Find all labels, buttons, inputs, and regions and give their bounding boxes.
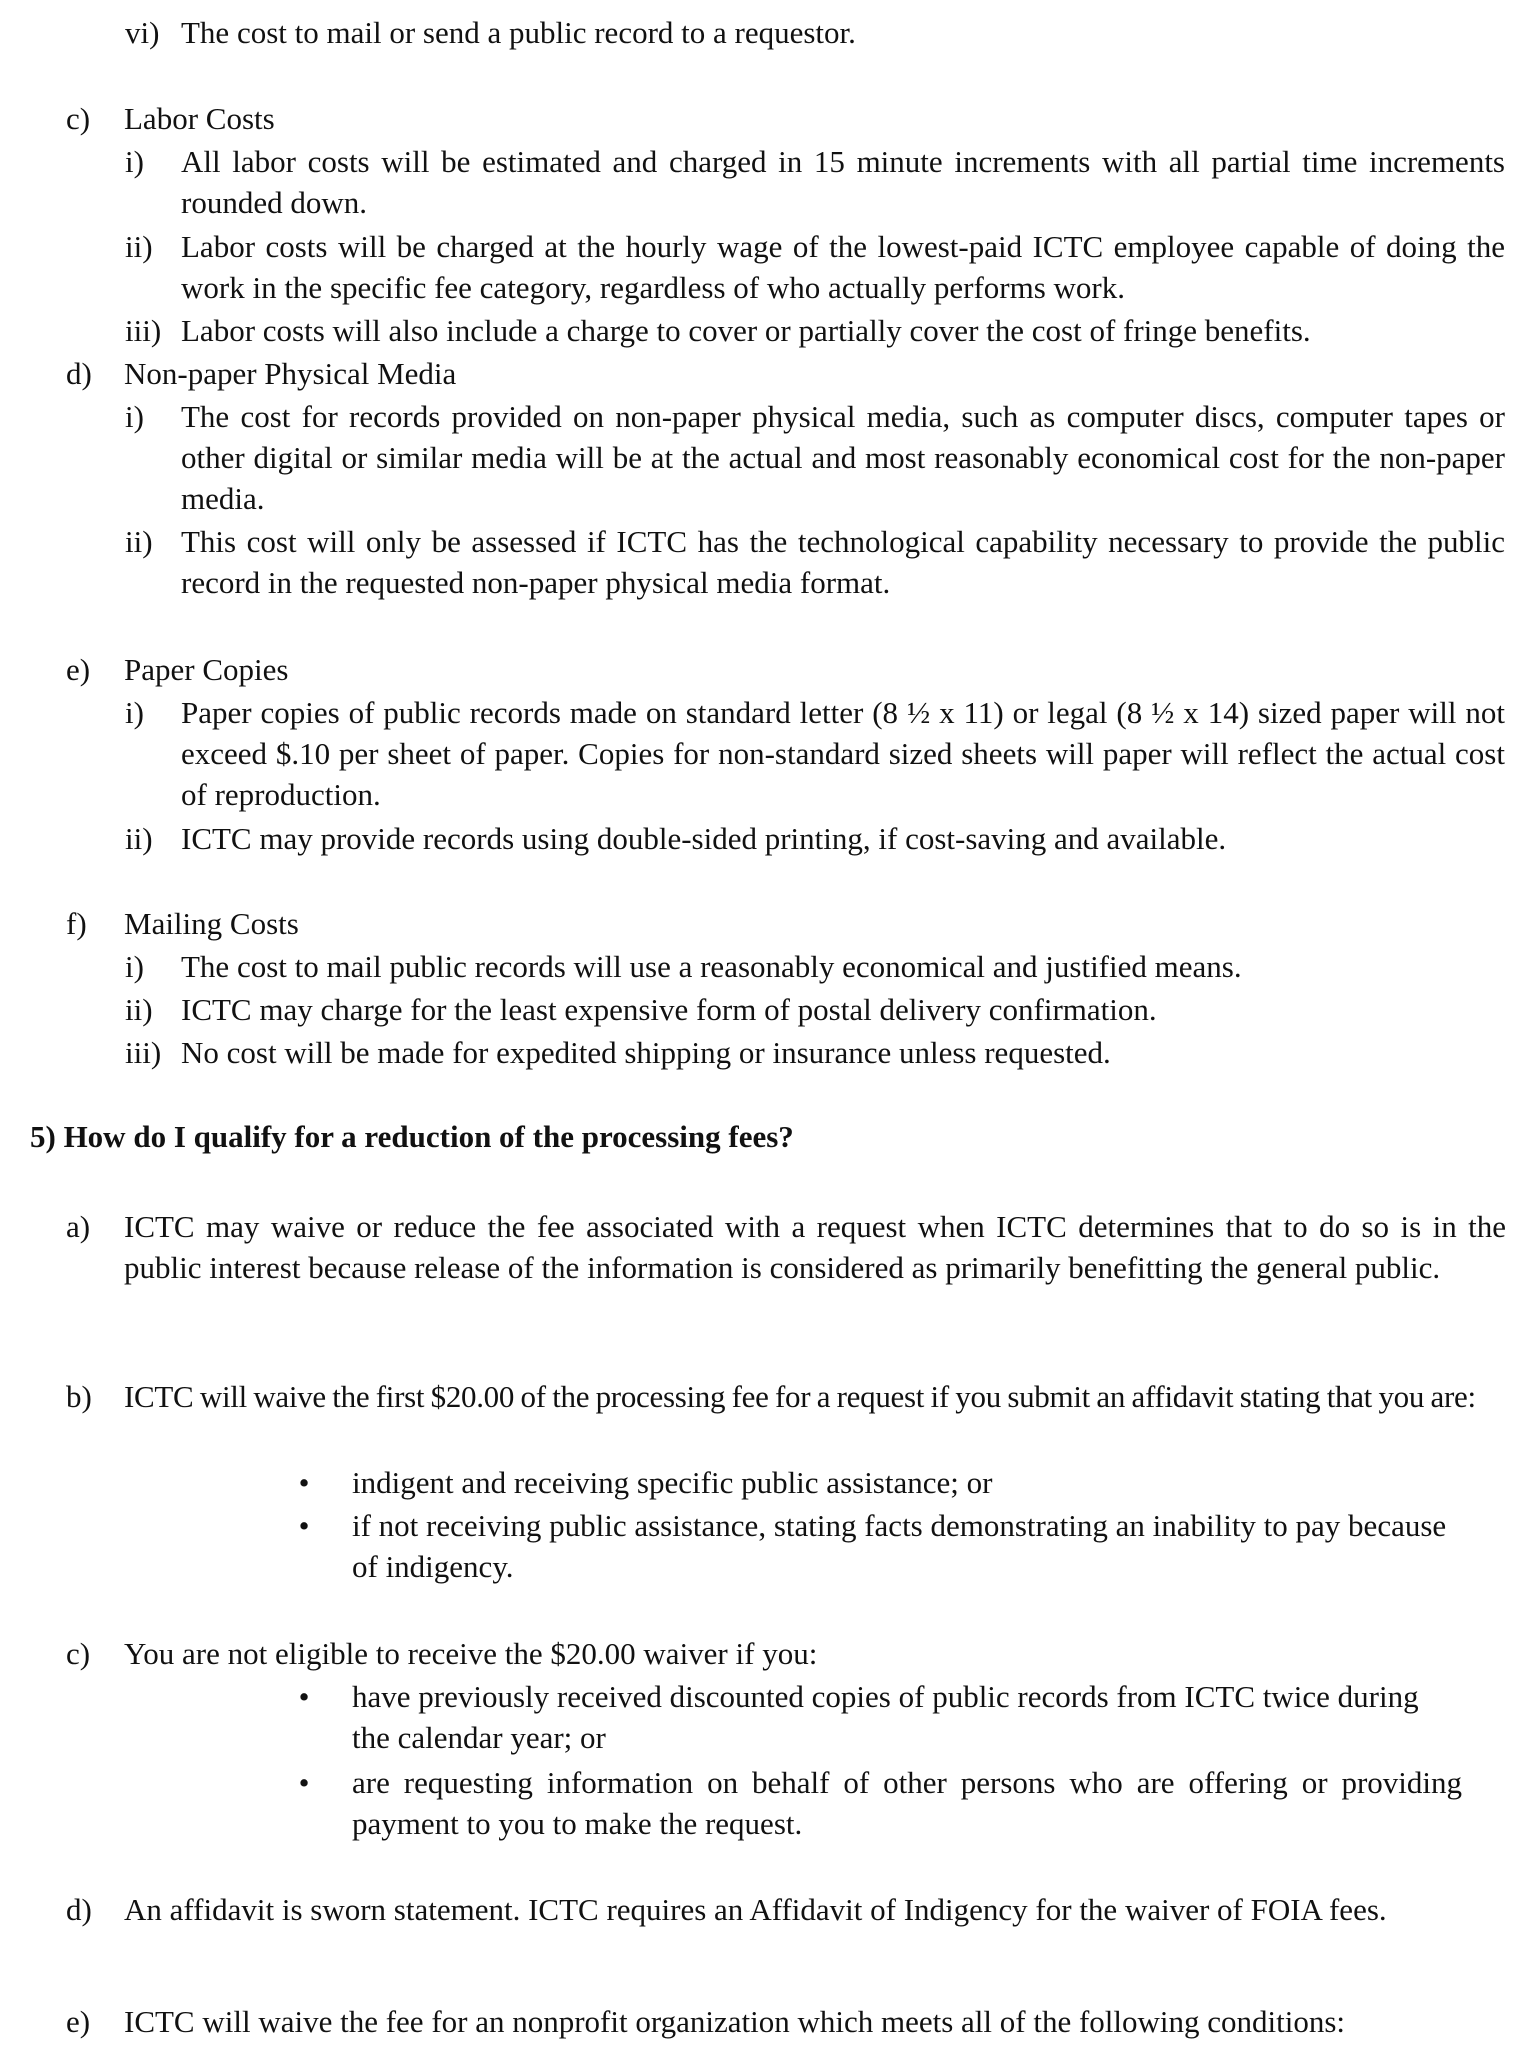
list-item: i) Paper copies of public records made on standard letter (8 ½ x 11) or legal (8 ½ x 14) sized paper will not exceed $.10 per sheet of paper. Copies for non-standard sized sheets will paper will reflect the actual cost of reproduction. (125, 695, 1505, 812)
item-marker: vi) (125, 15, 160, 50)
list-item: c) You are not eligible to receive the $20.00 waiver if you: (66, 1636, 818, 1671)
bullet-item: indigent and receiving specific public assistance; or (352, 1465, 993, 1500)
section-heading: d) Non-paper Physical Media (66, 356, 457, 391)
list-item: ii) Labor costs will be charged at the hourly wage of the lowest-paid ICTC employee capable of doing the work in the specific fee category, regardless of who actually performs work. (125, 229, 1505, 305)
section-heading: e) Paper Copies (66, 652, 289, 687)
list-item: i) The cost for records provided on non-paper physical media, such as computer discs, computer tapes or other digital or similar media will be at the actual and most reasonably economical cost for the non-paper media. (125, 399, 1505, 516)
list-item: ii) ICTC may provide records using double-sided printing, if cost-saving and available. (125, 821, 1227, 856)
item-text: The cost to mail or send a public record to a requestor. (181, 15, 856, 50)
list-item: i) All labor costs will be estimated and charged in 15 minute increments with all partial time increments rounded down. (125, 144, 1505, 220)
list-item: ii) This cost will only be assessed if ICTC has the technological capability necessary to provide the public record in the requested non-paper physical media format. (125, 524, 1505, 600)
list-item: d) An affidavit is sworn statement. ICTC requires an Affidavit of Indigency for the waiver of FOIA fees. (66, 1892, 1387, 1927)
question-heading: 5) How do I qualify for a reduction of the processing fees? (30, 1119, 794, 1154)
list-item: b) ICTC will waive the first $20.00 of the processing fee for a request if you submit an affidavit stating that you are: (66, 1379, 1476, 1414)
list-item: iii) Labor costs will also include a charge to cover or partially cover the cost of fringe benefits. (125, 313, 1311, 348)
section-heading: f) Mailing Costs (66, 906, 299, 941)
section-heading: c) Labor Costs (66, 101, 275, 136)
list-item: ii) ICTC may charge for the least expensive form of postal delivery confirmation. (125, 992, 1157, 1027)
list-item: a) ICTC may waive or reduce the fee associated with a request when ICTC determines that to do so is in the public interest because release of the information is considered as primarily benefitting the general public. (66, 1209, 1506, 1285)
bullet-icon: • (298, 1508, 310, 1543)
bullet-icon: • (298, 1765, 310, 1800)
list-item: i) The cost to mail public records will use a reasonably economical and justified means. (125, 949, 1242, 984)
list-item: iii) No cost will be made for expedited shipping or insurance unless requested. (125, 1035, 1111, 1070)
bullet-item: if not receiving public assistance, stating facts demonstrating an inability to pay because of indigency. (352, 1508, 1447, 1584)
list-item: e) ICTC will waive the fee for an nonprofit organization which meets all of the following conditions: (66, 2004, 1346, 2039)
bullet-item: are requesting information on behalf of other persons who are offering or providing payment to you to make the request. (352, 1765, 1462, 1841)
list-item (125, 12, 1505, 53)
bullet-icon: • (298, 1465, 310, 1500)
bullet-icon: • (298, 1679, 310, 1714)
bullet-item: have previously received discounted copies of public records from ICTC twice during the calendar year; or (352, 1679, 1419, 1755)
